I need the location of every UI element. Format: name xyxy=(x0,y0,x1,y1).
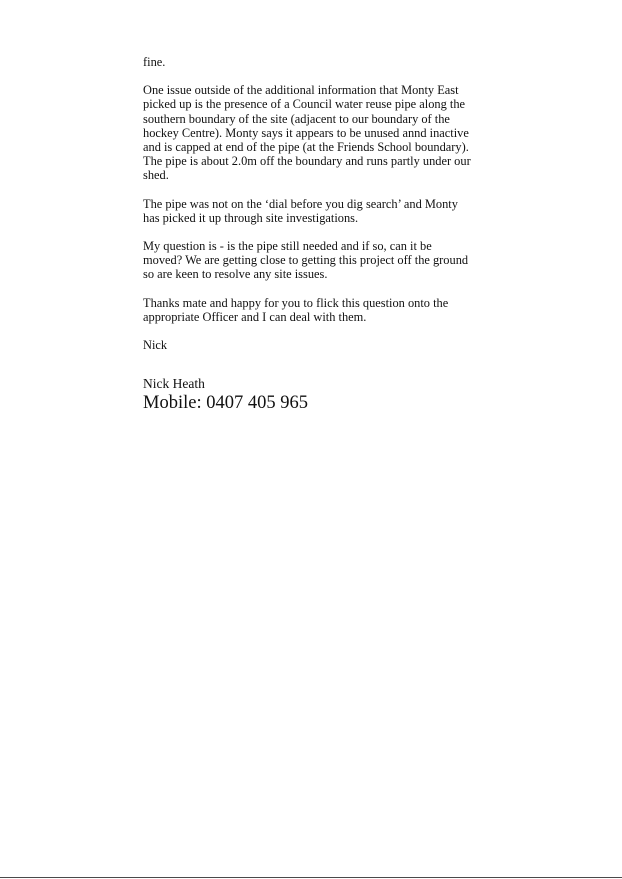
signature-block xyxy=(143,376,488,414)
paragraph-closing-fragment: fine. xyxy=(143,55,166,69)
page-bottom-divider xyxy=(0,877,622,878)
signature-mobile: Mobile: 0407 405 965 xyxy=(143,393,308,414)
paragraph-thanks: Thanks mate and happy for you to flick this question onto the appropriate Officer and I can deal with them. xyxy=(143,295,449,324)
paragraph-question: My question is - is the pipe still needed and if so, can it be moved? We are getting close to getting this project off the ground so are keen to resolve any site issues. xyxy=(143,239,469,282)
sign-off: Nick xyxy=(143,338,168,353)
email-body xyxy=(143,55,488,414)
paragraph-dial-before-you-dig: The pipe was not on the ‘dial before you dig search’ and Monty has picked it up through site investigations. xyxy=(143,196,458,225)
signature-name: Nick Heath xyxy=(143,376,205,392)
paragraph-pipe-issue: One issue outside of the additional information that Monty East picked up is the presence of a Council water reuse pipe along the southern boundary of the site (adjacent to our boundary of the hockey Centre). Monty says it appears to be unused annd inactive and is capped at end of the pipe (at the Friends School boundary). The pipe is about 2.0m off the boundary and runs partly under our shed. xyxy=(143,83,471,183)
